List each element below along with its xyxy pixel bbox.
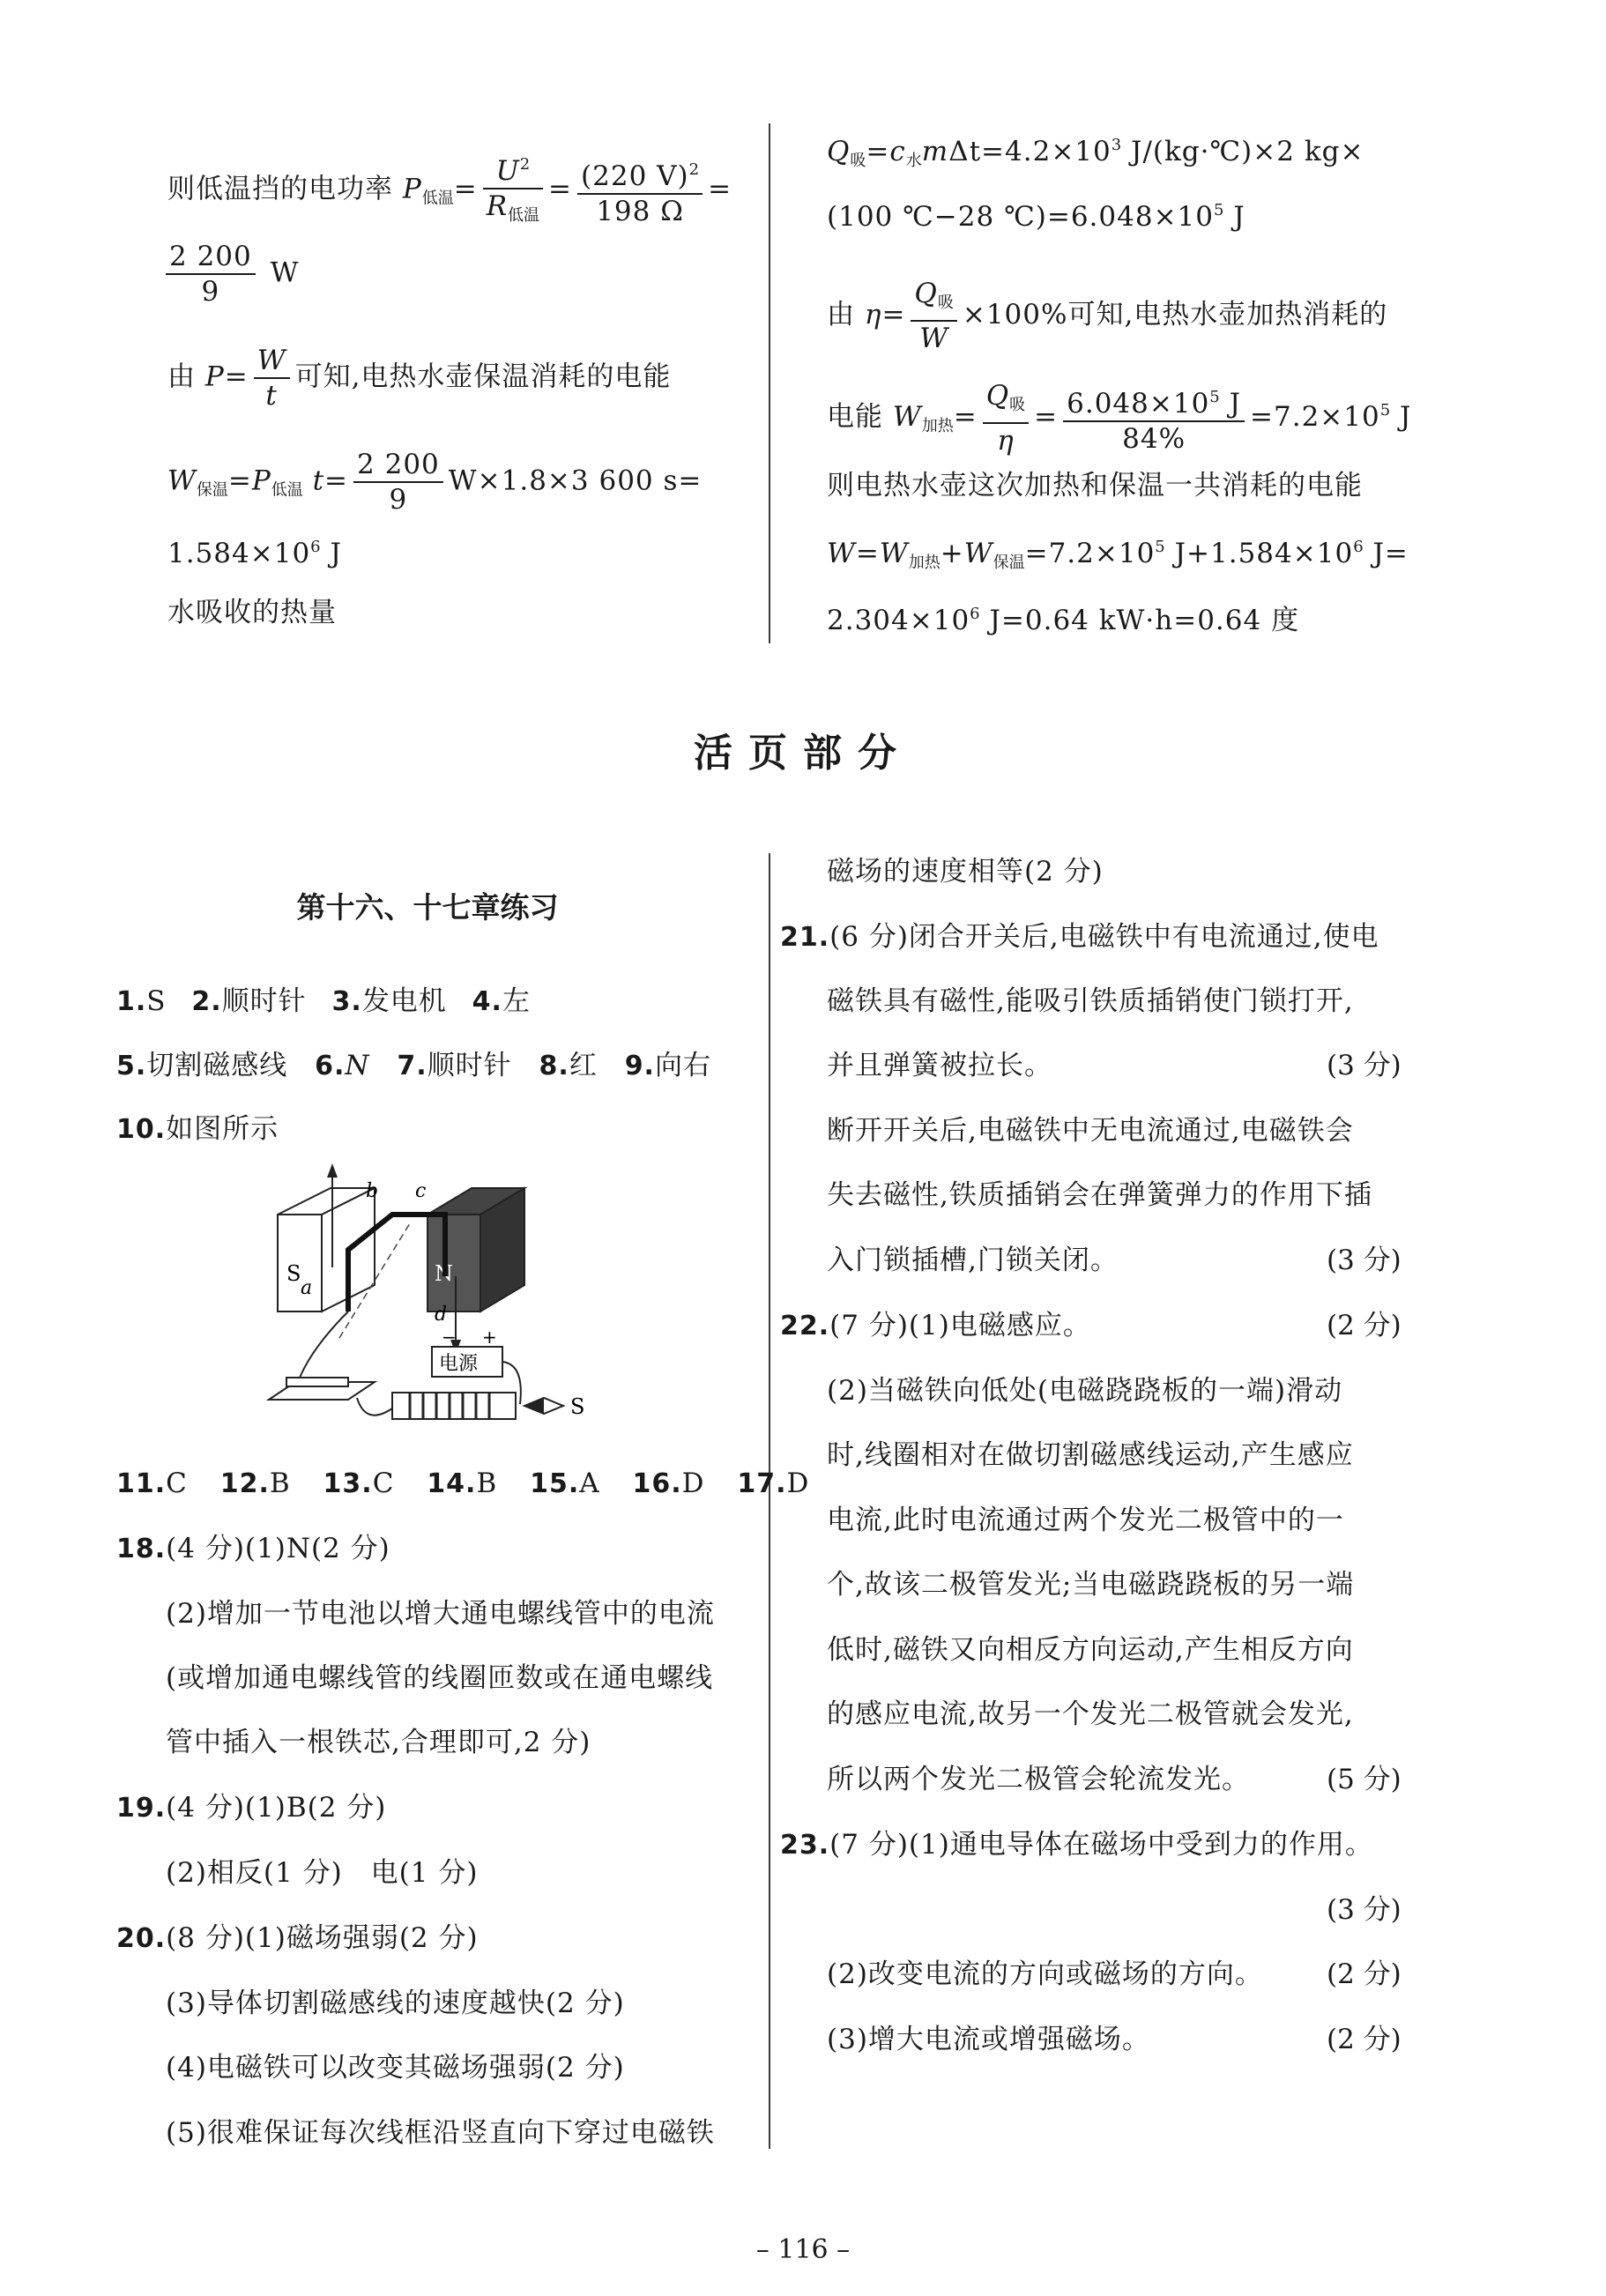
power-supply-label: 电源 (439, 1353, 479, 1375)
column-divider-top (769, 123, 770, 643)
efficiency-line: 由 η= $\frac{Q_吸}{W}$ ×100%可知,电热水壶加热消耗的 (827, 278, 1388, 354)
answer-22-line2: (2)当磁铁向低处(电磁跷跷板的一端)滑动 (827, 1375, 1343, 1407)
answer-10: 10.如图所示 (116, 1113, 279, 1145)
point-b-label: b (366, 1180, 379, 1202)
switch-blade (286, 1378, 348, 1386)
point-a-label: a (301, 1277, 313, 1299)
keep-warm-energy-line: $W_{保温}=P_{低温}$ t= $\frac{2 200}{9}$ W×1.8×3 600 s= (167, 449, 703, 516)
minus-terminal: − (442, 1326, 457, 1348)
answer-18-line2: (2)增加一节电池以增大通电螺线管中的电流 (166, 1598, 715, 1630)
answer-21-score-1: (3 分) (1327, 1050, 1402, 1081)
plus-terminal: + (482, 1326, 497, 1348)
answer-18-line4: 管中插入一根铁芯,合理即可,2 分) (166, 1727, 591, 1758)
page-number: – 116 – (755, 2234, 851, 2265)
point-d-label: d (435, 1304, 448, 1326)
answer-21-line4: 断开开关后,电磁铁中无电流通过,电磁铁会 (827, 1115, 1354, 1147)
answer-21-line2: 磁铁具有磁性,能吸引铁质插销使门锁打开, (827, 985, 1354, 1017)
heat-formula-line: $Q_吸=c_水m\Delta t=4.2\times 10^3$ J/(kg·℃)×2 kg× (827, 136, 1364, 170)
arrow-head-up (327, 1163, 338, 1178)
answer-20-line4: (5)很难保证每次线框沿竖直向下穿过电磁铁 (166, 2117, 715, 2149)
answer-20-line2: (3)导体切割磁感线的速度越快(2 分) (166, 1988, 625, 2019)
answer-22-score-1: (2 分) (1327, 1310, 1402, 1341)
answer-22-line1: 22.(7 分)(1)电磁感应。 (780, 1310, 1091, 1341)
total-energy-formula: $W=W_{加热}+W_{保温}=7.2\times 10^5$ $J+1.584\times 10^6$ J= (827, 538, 1409, 572)
answer-21-score-2: (3 分) (1327, 1245, 1402, 1276)
answer-21-line1: 21.(6 分)闭合开关后,电磁铁中有电流通过,使电 (780, 921, 1379, 953)
answer-23-line3: (3)增大电流或增强磁场。 (827, 2024, 1150, 2055)
answer-23-score-3: (2 分) (1327, 2024, 1402, 2055)
answer-row-1-4: 1.S 2.顺时针 3.发电机 4.左 (116, 985, 531, 1017)
answer-23-score-1: (3 分) (1327, 1894, 1402, 1926)
low-power-result: $\frac{2 200}{9}$ W (166, 240, 299, 308)
generator-diagram (260, 1162, 604, 1435)
answer-20-line3: (4)电磁铁可以改变其磁场强弱(2 分) (166, 2052, 625, 2084)
answer-22-line7: 的感应电流,故另一个发光二极管就会发光, (827, 1698, 1354, 1730)
total-energy-text: 则电热水壶这次加热和保温一共消耗的电能 (827, 470, 1363, 502)
answer-18-line1: 18.(4 分)(1)N(2 分) (116, 1533, 390, 1564)
heat-absorbed-label: 水吸收的热量 (167, 597, 337, 628)
answer-21-line3: 并且弹簧被拉长。 (827, 1050, 1052, 1081)
total-energy-result: $2.304\times 10^6$ J=0.64 kW·h=0.64 度 (827, 605, 1300, 636)
answer-22-line4: 电流,此时电流通过两个发光二极管中的一 (827, 1505, 1344, 1536)
heat-formula-result: (100 ℃−28 $℃)=6.048\times 10^5$ J (827, 201, 1245, 233)
heating-energy-line: 电能 $W_{加热}=$ $\frac{Q_吸}{\eta}$ = $\frac{6.048\times 10^5 J}{84\%}$ $=7.2\times 10^5$ J (827, 380, 1412, 457)
compass-needle-dark (524, 1398, 544, 1414)
wire-switch (357, 1398, 392, 1415)
wire-left (300, 1311, 348, 1378)
answer-22-line6: 低时,磁铁又向相反方向运动,产生相反方向 (827, 1634, 1354, 1666)
answer-22-line8: 所以两个发光二极管会轮流发光。 (827, 1764, 1250, 1795)
answer-row-5-9: 5.切割磁感线 6.N 7.顺时针 8.红 9.向右 (116, 1050, 711, 1081)
answer-19-line1: 19.(4 分)(1)B(2 分) (116, 1792, 387, 1824)
answer-21-line5: 失去磁性,铁质插销会在弹簧弹力的作用下插 (827, 1179, 1372, 1211)
keep-warm-energy-result: $1.584\times 10^6$ J (167, 538, 342, 569)
answer-23-line2: (2)改变电流的方向或磁场的方向。 (827, 1958, 1263, 1990)
answer-21-line6: 入门锁插槽,门锁关闭。 (827, 1245, 1119, 1276)
answer-20-continued: 磁场的速度相等(2 分) (827, 856, 1104, 888)
answer-22-score-2: (5 分) (1327, 1764, 1402, 1795)
compass-s-label: S (570, 1394, 585, 1419)
n-pole-label: N (435, 1261, 453, 1286)
answer-22-line5: 个,故该二极管发光;当电磁跷跷板的另一端 (827, 1569, 1355, 1601)
s-pole-label: S (286, 1261, 301, 1286)
answer-22-line3: 时,线圈相对在做切割磁感线运动,产生感应 (827, 1439, 1354, 1471)
section-title: 活页部分 (694, 731, 912, 776)
point-c-label: c (415, 1180, 427, 1202)
answer-row-11-17: 11.C 12.B 13.C 14.B 15.A 16.D 17.D (116, 1468, 810, 1499)
answer-23-score-2: (2 分) (1327, 1958, 1402, 1990)
low-power-line: 则低温挡的电功率 $P_{低温}=$ $\frac{U^2}{R_{低温}}$ = $\frac{(220 V)^2}{198 \Omega}$ = (167, 148, 732, 233)
chapter-title: 第十六、十七章练习 (296, 890, 559, 925)
answer-20-line1: 20.(8 分)(1)磁场强弱(2 分) (116, 1922, 479, 1954)
answer-18-line3: (或增加通电螺线管的线圈匝数或在通电螺线 (166, 1662, 714, 1694)
solenoid-windings (410, 1393, 489, 1419)
answer-23-line1: 23.(7 分)(1)通电导体在磁场中受到力的作用。 (780, 1829, 1373, 1861)
answer-19-line2: (2)相反(1 分) 电(1 分) (166, 1857, 479, 1889)
energy-formula-line: 由 P= $\frac{W}{t}$ 可知,电热水壶保温消耗的电能 (167, 345, 672, 412)
